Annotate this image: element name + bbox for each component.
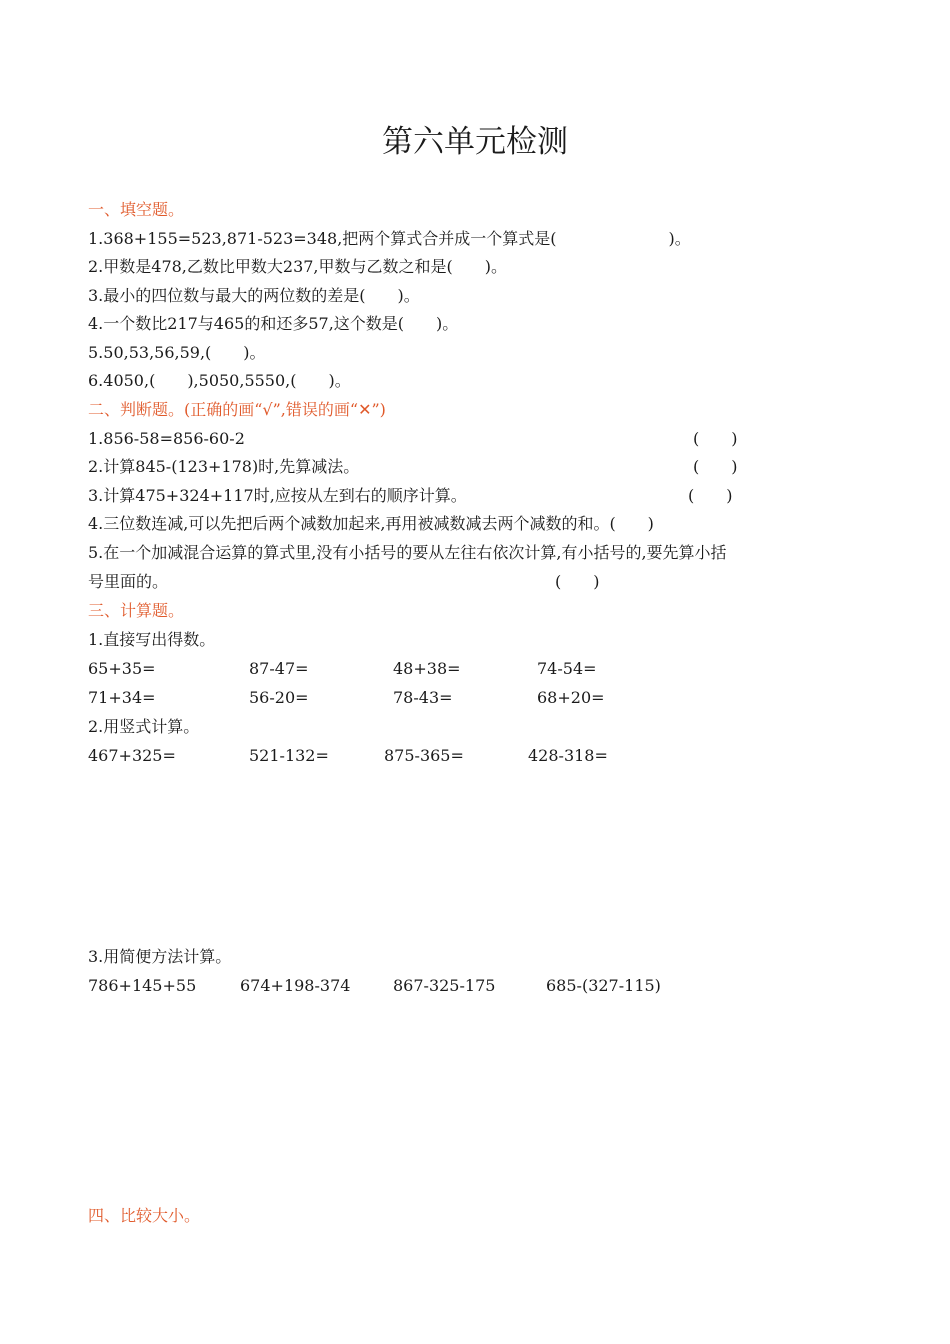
section-heading-compare: 四、比较大小。 (88, 1206, 201, 1225)
sub-heading-direct-answer: 1.直接写出得数。 (88, 630, 216, 649)
calc-item: 467+325= (88, 746, 176, 765)
section-heading-true-false: 二、判断题。(正确的画“√”,错误的画“✕”) (88, 400, 386, 419)
calc-item: 65+35= (88, 659, 156, 678)
calc-item: 521-132= (249, 746, 329, 765)
page-title: 第六单元检测 (382, 124, 568, 160)
question-2-3: 3.计算475+324+117时,应按从左到右的顺序计算。 (88, 486, 467, 505)
question-1-2: 2.甲数是478,乙数比甲数大237,甲数与乙数之和是( )。 (88, 257, 508, 276)
calc-item: 71+34= (88, 688, 156, 707)
calc-item: 56-20= (249, 688, 309, 707)
calc-item: 74-54= (537, 659, 597, 678)
calc-item: 78-43= (393, 688, 453, 707)
section-heading-calculation: 三、计算题。 (88, 601, 185, 620)
question-2-5-line2: 号里面的。 (88, 572, 169, 591)
calc-item: 68+20= (537, 688, 605, 707)
question-1-3: 3.最小的四位数与最大的两位数的差是( )。 (88, 286, 420, 305)
calc-item: 87-47= (249, 659, 309, 678)
sub-heading-vertical-calc: 2.用竖式计算。 (88, 717, 200, 736)
question-1-5: 5.50,53,56,59,( )。 (88, 343, 266, 362)
calc-item: 48+38= (393, 659, 461, 678)
question-1-1: 1.368+155=523,871-523=348,把两个算式合并成一个算式是( )。 (88, 229, 691, 248)
question-2-5-line1: 5.在一个加减混合运算的算式里,没有小括号的要从左往右依次计算,有小括号的,要先算小括 (88, 543, 727, 562)
question-2-4: 4.三位数连减,可以先把后两个减数加起来,再用被减数减去两个减数的和。( ) (88, 514, 654, 533)
answer-parens-2-1: ( ) (693, 429, 738, 448)
answer-parens-2-3: ( ) (688, 486, 733, 505)
answer-parens-2-5: ( ) (555, 572, 600, 591)
question-1-4: 4.一个数比217与465的和还多57,这个数是( )。 (88, 314, 459, 333)
calc-item: 428-318= (528, 746, 608, 765)
calc-item: 875-365= (384, 746, 464, 765)
calc-item: 674+198-374 (240, 976, 351, 995)
calc-item: 685-(327-115) (546, 976, 661, 995)
calc-item: 786+145+55 (88, 976, 197, 995)
question-2-2: 2.计算845-(123+178)时,先算减法。 (88, 457, 360, 476)
question-1-6: 6.4050,( ),5050,5550,( )。 (88, 371, 351, 390)
sub-heading-simplified-calc: 3.用简便方法计算。 (88, 947, 232, 966)
question-2-1: 1.856-58=856-60-2 (88, 429, 245, 448)
answer-parens-2-2: ( ) (693, 457, 738, 476)
section-heading-fill-blank: 一、填空题。 (88, 200, 185, 219)
calc-item: 867-325-175 (393, 976, 496, 995)
